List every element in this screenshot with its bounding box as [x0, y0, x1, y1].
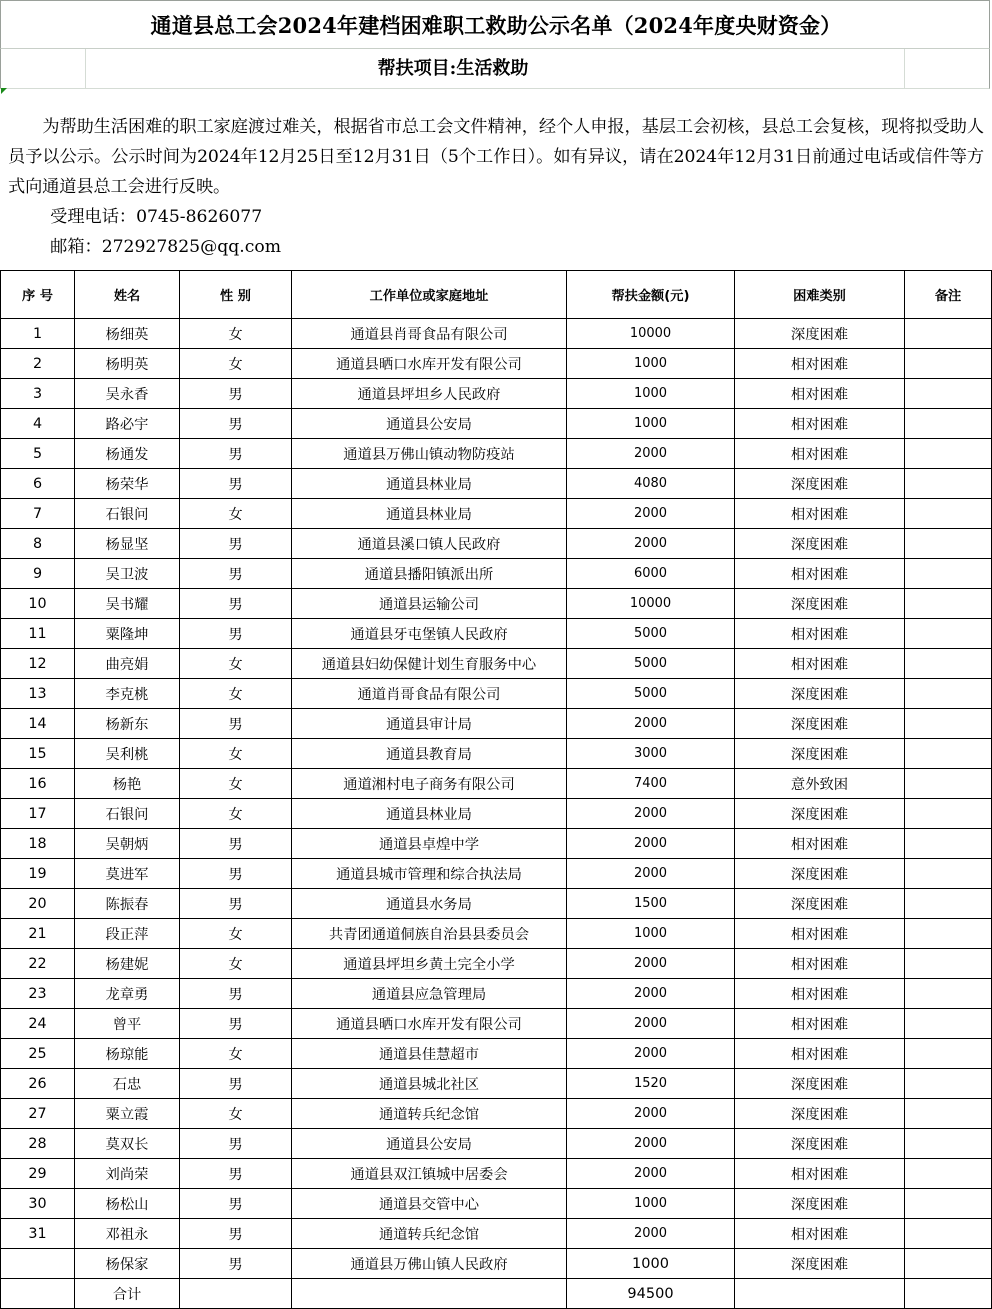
cell-name: 吴利桃	[75, 739, 180, 769]
table-row	[1, 1249, 992, 1279]
cell-category: 深度困难	[735, 589, 905, 619]
cell-gender: 男	[180, 559, 292, 589]
cell-index: 30	[1, 1189, 75, 1219]
cell-gender: 男	[180, 409, 292, 439]
cell-name: 曲亮娟	[75, 649, 180, 679]
cell-amount: 2000	[567, 1039, 735, 1069]
cell-remark	[905, 739, 992, 769]
total-row	[1, 1279, 992, 1309]
cell-name: 杨荣华	[75, 469, 180, 499]
cell-remark	[905, 409, 992, 439]
cell-amount: 1000	[567, 919, 735, 949]
cell-category: 深度困难	[735, 1069, 905, 1099]
cell-gender: 男	[180, 529, 292, 559]
table-row	[1, 1219, 992, 1249]
cell-gender: 男	[180, 1219, 292, 1249]
table-row	[1, 889, 992, 919]
cell-remark	[905, 1099, 992, 1129]
cell-name: 邓祖永	[75, 1219, 180, 1249]
cell-name: 杨建妮	[75, 949, 180, 979]
cell-remark	[905, 1009, 992, 1039]
cell-address: 通道县卓煌中学	[292, 829, 567, 859]
cell-amount: 2000	[567, 439, 735, 469]
cell-remark	[905, 949, 992, 979]
table-row	[1, 409, 992, 439]
cell-index: 12	[1, 649, 75, 679]
cell-amount: 2000	[567, 1099, 735, 1129]
cell-address: 通道县肖哥食品有限公司	[292, 319, 567, 349]
cell-amount: 7400	[567, 769, 735, 799]
cell-category: 深度困难	[735, 319, 905, 349]
cell-category: 相对困难	[735, 1039, 905, 1069]
cell-remark	[905, 529, 992, 559]
header-name: 姓名	[75, 271, 180, 319]
cell-remark	[905, 499, 992, 529]
cell-name: 刘尚荣	[75, 1159, 180, 1189]
cell-amount: 1000	[567, 1189, 735, 1219]
cell-index: 19	[1, 859, 75, 889]
cell-address: 通道县林业局	[292, 799, 567, 829]
cell-remark	[905, 709, 992, 739]
cell-gender: 女	[180, 499, 292, 529]
cell-gender: 男	[180, 1189, 292, 1219]
header-category: 困难类别	[735, 271, 905, 319]
cell-category: 深度困难	[735, 889, 905, 919]
page-subtitle: 帮扶项目:生活救助	[377, 58, 529, 79]
cell-index: 20	[1, 889, 75, 919]
cell-category: 相对困难	[735, 1159, 905, 1189]
cell-gender: 女	[180, 919, 292, 949]
cell-category: 相对困难	[735, 559, 905, 589]
cell-address: 通道县坪坦乡黄土完全小学	[292, 949, 567, 979]
header-row	[1, 271, 992, 319]
cell-category: 相对困难	[735, 349, 905, 379]
cell-gender: 女	[180, 949, 292, 979]
cell-address: 通道县万佛山镇动物防疫站	[292, 439, 567, 469]
cell-gender: 男	[180, 709, 292, 739]
header-gender: 性 别	[180, 271, 292, 319]
cell-name: 杨显坚	[75, 529, 180, 559]
notice-block	[8, 112, 984, 262]
cell-amount: 10000	[567, 319, 735, 349]
cell-name: 杨明英	[75, 349, 180, 379]
cell-remark	[905, 769, 992, 799]
cell-remark	[905, 1039, 992, 1069]
header-address: 工作单位或家庭地址	[292, 271, 567, 319]
cell-amount: 2000	[567, 859, 735, 889]
cell-address: 通道县妇幼保健计划生育服务中心	[292, 649, 567, 679]
table-row	[1, 769, 992, 799]
cell-gender: 女	[180, 1039, 292, 1069]
cell-amount: 2000	[567, 1009, 735, 1039]
cell-amount: 5000	[567, 619, 735, 649]
cell-remark	[905, 979, 992, 1009]
cell-name: 杨细英	[75, 319, 180, 349]
cell-index: 23	[1, 979, 75, 1009]
table-row	[1, 649, 992, 679]
cell-remark	[905, 379, 992, 409]
table-row	[1, 799, 992, 829]
cell-gender: 男	[180, 619, 292, 649]
cell-name: 曾平	[75, 1009, 180, 1039]
cell-remark	[905, 679, 992, 709]
cell-gender: 女	[180, 679, 292, 709]
cell-index: 14	[1, 709, 75, 739]
cell-remark	[905, 319, 992, 349]
cell-address: 通道县城市管理和综合执法局	[292, 859, 567, 889]
cell-address: 通道县晒口水库开发有限公司	[292, 1009, 567, 1039]
cell-category: 深度困难	[735, 739, 905, 769]
cell-category: 相对困难	[735, 829, 905, 859]
cell-index: 5	[1, 439, 75, 469]
cell-gender: 女	[180, 739, 292, 769]
table-row	[1, 1159, 992, 1189]
cell-category: 相对困难	[735, 1009, 905, 1039]
table-row	[1, 919, 992, 949]
cell-category: 深度困难	[735, 529, 905, 559]
cell-name: 杨新东	[75, 709, 180, 739]
cell-name: 吴朝炳	[75, 829, 180, 859]
table-row	[1, 379, 992, 409]
cell-gender: 男	[180, 1249, 292, 1279]
cell-amount: 1000	[567, 379, 735, 409]
table-row	[1, 469, 992, 499]
notice-email: 邮箱：272927825@qq.com	[50, 237, 282, 257]
cell-address: 通道转兵纪念馆	[292, 1099, 567, 1129]
page-title: 通道县总工会2024年建档困难职工救助公示名单（2024年度央财资金）	[150, 13, 842, 38]
cell-index: 26	[1, 1069, 75, 1099]
cell-name: 段正萍	[75, 919, 180, 949]
header-amount: 帮扶金额(元)	[567, 271, 735, 319]
cell-index: 1	[1, 319, 75, 349]
header-remark: 备注	[905, 271, 992, 319]
cell-category: 相对困难	[735, 499, 905, 529]
cell-index: 9	[1, 559, 75, 589]
cell-amount: 94500	[567, 1279, 735, 1309]
cell-index: 2	[1, 349, 75, 379]
cell-amount: 2000	[567, 979, 735, 1009]
cell-gender: 男	[180, 979, 292, 1009]
cell-category: 深度困难	[735, 1099, 905, 1129]
table-row	[1, 529, 992, 559]
cell-index: 10	[1, 589, 75, 619]
cell-name: 石银问	[75, 799, 180, 829]
notice-paragraph: 为帮助生活困难的职工家庭渡过难关，根据省市总工会文件精神，经个人申报，基层工会初核，县总工会复核，现将拟受助人员予以公示。公示时间为2024年12月25日至12月31日（5个工作日）。如有异议，请在2024年12月31日前通过电话或信件等方式向通道县总工会进行反映。	[8, 117, 984, 197]
cell-name: 杨琼能	[75, 1039, 180, 1069]
table-row	[1, 679, 992, 709]
beneficiary-table	[0, 270, 992, 1309]
title-row	[0, 0, 990, 49]
cell-address: 通道县运输公司	[292, 589, 567, 619]
cell-amount: 2000	[567, 709, 735, 739]
cell-gender: 女	[180, 1099, 292, 1129]
cell-category: 相对困难	[735, 649, 905, 679]
cell-amount: 2000	[567, 529, 735, 559]
cell-gender	[180, 1279, 292, 1309]
cell-name: 杨通发	[75, 439, 180, 469]
cell-category: 相对困难	[735, 919, 905, 949]
cell-name: 石忠	[75, 1069, 180, 1099]
cell-address: 通道县审计局	[292, 709, 567, 739]
cell-category: 深度困难	[735, 679, 905, 709]
cell-amount: 1520	[567, 1069, 735, 1099]
table-row	[1, 1099, 992, 1129]
cell-amount: 6000	[567, 559, 735, 589]
cell-index: 7	[1, 499, 75, 529]
cell-remark	[905, 1159, 992, 1189]
table-row	[1, 349, 992, 379]
cell-index: 27	[1, 1099, 75, 1129]
cell-category: 深度困难	[735, 709, 905, 739]
cell-remark	[905, 349, 992, 379]
cell-category: 相对困难	[735, 439, 905, 469]
cell-index: 28	[1, 1129, 75, 1159]
cell-category: 相对困难	[735, 949, 905, 979]
cell-amount: 2000	[567, 499, 735, 529]
cell-gender: 男	[180, 1159, 292, 1189]
cell-index	[1, 1249, 75, 1279]
cell-remark	[905, 1219, 992, 1249]
cell-remark	[905, 589, 992, 619]
cell-address: 通道县溪口镇人民政府	[292, 529, 567, 559]
cell-name: 粟立霞	[75, 1099, 180, 1129]
cell-remark	[905, 919, 992, 949]
cell-amount: 2000	[567, 1159, 735, 1189]
cell-index: 16	[1, 769, 75, 799]
cell-address: 通道湘村电子商务有限公司	[292, 769, 567, 799]
cell-amount: 1000	[567, 349, 735, 379]
cell-gender: 女	[180, 319, 292, 349]
cell-gender: 女	[180, 769, 292, 799]
cell-remark	[905, 889, 992, 919]
cell-index: 17	[1, 799, 75, 829]
cell-category: 深度困难	[735, 859, 905, 889]
cell-index: 6	[1, 469, 75, 499]
cell-gender: 男	[180, 589, 292, 619]
cell-gender: 男	[180, 379, 292, 409]
cell-amount: 2000	[567, 799, 735, 829]
cell-amount: 1000	[567, 409, 735, 439]
cell-name: 合计	[75, 1279, 180, 1309]
cell-name: 龙章勇	[75, 979, 180, 1009]
cell-address: 通道县交管中心	[292, 1189, 567, 1219]
cell-category	[735, 1279, 905, 1309]
cell-index: 25	[1, 1039, 75, 1069]
cell-remark	[905, 859, 992, 889]
cell-gender: 男	[180, 859, 292, 889]
cell-category: 相对困难	[735, 979, 905, 1009]
cell-address: 通道县晒口水库开发有限公司	[292, 349, 567, 379]
cell-address: 通道县公安局	[292, 409, 567, 439]
cell-gender: 女	[180, 349, 292, 379]
cell-gender: 男	[180, 829, 292, 859]
cell-category: 相对困难	[735, 619, 905, 649]
cell-remark	[905, 799, 992, 829]
cell-remark	[905, 439, 992, 469]
cell-remark	[905, 469, 992, 499]
cell-remark	[905, 1069, 992, 1099]
cell-category: 深度困难	[735, 1249, 905, 1279]
cell-name: 莫进军	[75, 859, 180, 889]
cell-address: 通道县林业局	[292, 499, 567, 529]
cell-remark	[905, 649, 992, 679]
cell-index: 18	[1, 829, 75, 859]
cell-address: 通道县公安局	[292, 1129, 567, 1159]
cell-index: 8	[1, 529, 75, 559]
table-row	[1, 829, 992, 859]
cell-amount: 3000	[567, 739, 735, 769]
cell-gender: 男	[180, 1009, 292, 1039]
cell-name: 杨松山	[75, 1189, 180, 1219]
table-row	[1, 739, 992, 769]
cell-amount: 4080	[567, 469, 735, 499]
table-row	[1, 619, 992, 649]
cell-remark	[905, 829, 992, 859]
cell-index: 13	[1, 679, 75, 709]
table-row	[1, 1189, 992, 1219]
cell-address: 通道肖哥食品有限公司	[292, 679, 567, 709]
cell-gender: 女	[180, 799, 292, 829]
cell-gender: 男	[180, 439, 292, 469]
table-row	[1, 559, 992, 589]
cell-address: 通道县播阳镇派出所	[292, 559, 567, 589]
cell-category: 相对困难	[735, 409, 905, 439]
cell-amount: 1000	[567, 1249, 735, 1279]
cell-index: 3	[1, 379, 75, 409]
table-row	[1, 319, 992, 349]
table-row	[1, 589, 992, 619]
cell-name: 杨保家	[75, 1249, 180, 1279]
cell-remark	[905, 1249, 992, 1279]
header-index: 序 号	[1, 271, 75, 319]
cell-gender: 男	[180, 469, 292, 499]
cell-index: 21	[1, 919, 75, 949]
cell-gender: 男	[180, 1129, 292, 1159]
cell-category: 相对困难	[735, 379, 905, 409]
cell-amount: 5000	[567, 649, 735, 679]
cell-index: 4	[1, 409, 75, 439]
notice-phone: 受理电话：0745-8626077	[50, 207, 263, 227]
cell-category: 深度困难	[735, 799, 905, 829]
cell-amount: 2000	[567, 949, 735, 979]
table-row	[1, 499, 992, 529]
cell-gender: 男	[180, 1069, 292, 1099]
cell-address: 通道县万佛山镇人民政府	[292, 1249, 567, 1279]
cell-address: 通道转兵纪念馆	[292, 1219, 567, 1249]
cell-remark	[905, 1189, 992, 1219]
cell-amount: 2000	[567, 1129, 735, 1159]
cell-address: 通道县坪坦乡人民政府	[292, 379, 567, 409]
cell-name: 陈振春	[75, 889, 180, 919]
cell-address: 通道县城北社区	[292, 1069, 567, 1099]
cell-amount: 5000	[567, 679, 735, 709]
cell-index	[1, 1279, 75, 1309]
cell-name: 杨艳	[75, 769, 180, 799]
cell-amount: 10000	[567, 589, 735, 619]
table-row	[1, 709, 992, 739]
cell-name: 石银问	[75, 499, 180, 529]
cell-name: 吴卫波	[75, 559, 180, 589]
cell-index: 29	[1, 1159, 75, 1189]
cell-name: 莫双长	[75, 1129, 180, 1159]
cell-name: 李克桃	[75, 679, 180, 709]
table-row	[1, 1039, 992, 1069]
cell-address: 通道县应急管理局	[292, 979, 567, 1009]
cell-amount: 2000	[567, 1219, 735, 1249]
table-row	[1, 859, 992, 889]
cell-amount: 2000	[567, 829, 735, 859]
cell-address	[292, 1279, 567, 1309]
cell-category: 深度困难	[735, 1189, 905, 1219]
cell-index: 31	[1, 1219, 75, 1249]
cell-comment-marker-icon	[1, 88, 7, 94]
cell-address: 通道县牙屯堡镇人民政府	[292, 619, 567, 649]
cell-index: 11	[1, 619, 75, 649]
table-row	[1, 949, 992, 979]
cell-address: 通道县水务局	[292, 889, 567, 919]
table-row	[1, 979, 992, 1009]
cell-name: 粟隆坤	[75, 619, 180, 649]
cell-remark	[905, 619, 992, 649]
cell-address: 通道县林业局	[292, 469, 567, 499]
cell-index: 24	[1, 1009, 75, 1039]
cell-name: 吴永香	[75, 379, 180, 409]
cell-address: 通道县佳慧超市	[292, 1039, 567, 1069]
table-body	[1, 319, 992, 1309]
cell-remark	[905, 559, 992, 589]
cell-address: 共青团通道侗族自治县县委员会	[292, 919, 567, 949]
cell-category: 意外致困	[735, 769, 905, 799]
table-row	[1, 1009, 992, 1039]
cell-name: 吴书耀	[75, 589, 180, 619]
cell-gender: 男	[180, 889, 292, 919]
table-header	[1, 271, 992, 319]
cell-name: 路必宇	[75, 409, 180, 439]
cell-category: 相对困难	[735, 1219, 905, 1249]
cell-address: 通道县双江镇城中居委会	[292, 1159, 567, 1189]
cell-index: 22	[1, 949, 75, 979]
cell-category: 深度困难	[735, 469, 905, 499]
table-row	[1, 1129, 992, 1159]
cell-address: 通道县教育局	[292, 739, 567, 769]
cell-gender: 女	[180, 649, 292, 679]
cell-remark	[905, 1129, 992, 1159]
table-row	[1, 1069, 992, 1099]
cell-amount: 1500	[567, 889, 735, 919]
cell-category: 深度困难	[735, 1129, 905, 1159]
table-row	[1, 439, 992, 469]
cell-remark	[905, 1279, 992, 1309]
subtitle-row	[0, 49, 990, 89]
cell-index: 15	[1, 739, 75, 769]
